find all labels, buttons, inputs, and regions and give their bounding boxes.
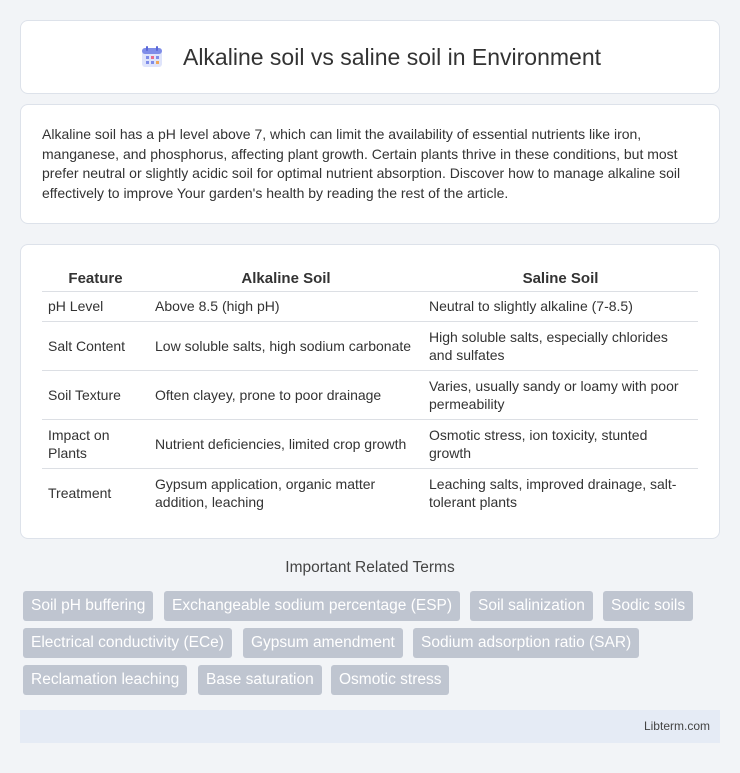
related-tag[interactable]: Reclamation leaching xyxy=(23,665,187,695)
intro-text: Alkaline soil has a pH level above 7, which can limit the availability of essential nutrients like iron, manganese, and phosphorus, affecting plant growth. Certain plants thrive in these conditions, but most prefer neutral or slightly acidic soil for optimal nutrient absorption. Discover how to manage alkaline soil effectively to improve Your garden's health by reading the rest of the article. xyxy=(42,126,681,201)
table-row xyxy=(42,291,698,321)
table-row xyxy=(42,468,698,517)
table-cell: High soluble salts, especially chlorides and sulfates xyxy=(423,321,698,370)
related-terms-title: Important Related Terms xyxy=(285,559,455,576)
table-cell: Above 8.5 (high pH) xyxy=(149,291,423,321)
related-tag[interactable]: Gypsum amendment xyxy=(243,628,403,658)
related-tag[interactable]: Exchangeable sodium percentage (ESP) xyxy=(164,591,460,621)
table-cell: Salt Content xyxy=(42,321,149,370)
table-row xyxy=(42,321,698,370)
related-tag[interactable]: Electrical conductivity (ECe) xyxy=(23,628,232,658)
table-cell: Soil Texture xyxy=(42,370,149,419)
table-cell: Often clayey, prone to poor drainage xyxy=(149,370,423,419)
related-tag[interactable]: Sodic soils xyxy=(603,591,693,621)
related-tag[interactable]: Osmotic stress xyxy=(331,665,449,695)
related-tag[interactable]: Sodium adsorption ratio (SAR) xyxy=(413,628,639,658)
header-saline: Saline Soil xyxy=(522,270,599,288)
header-alkaline: Alkaline Soil xyxy=(241,270,331,288)
header-card xyxy=(20,20,720,94)
related-tag[interactable]: Base saturation xyxy=(198,665,322,695)
table-cell: Nutrient deficiencies, limited crop growth xyxy=(149,419,423,468)
table-cell: Gypsum application, organic matter addition, leaching xyxy=(149,468,423,517)
calendar-grid-icon xyxy=(139,44,165,70)
table-cell: Osmotic stress, ion toxicity, stunted growth xyxy=(423,419,698,468)
table-row xyxy=(42,370,698,419)
footer-site-link[interactable]: Libterm.com xyxy=(643,719,710,733)
related-tag[interactable]: Soil salinization xyxy=(470,591,593,621)
header-feature: Feature xyxy=(68,270,123,288)
page-title: Alkaline soil vs saline soil in Environment xyxy=(182,43,602,70)
footer xyxy=(20,710,720,743)
table-cell: pH Level xyxy=(42,291,149,321)
table-cell: Varies, usually sandy or loamy with poor permeability xyxy=(423,370,698,419)
table-cell: Treatment xyxy=(42,468,149,517)
table-header-row xyxy=(42,265,698,291)
table-row xyxy=(42,419,698,468)
comparison-table xyxy=(42,265,698,517)
comparison-card xyxy=(20,244,720,539)
related-tag[interactable]: Soil pH buffering xyxy=(23,591,153,621)
table-cell: Leaching salts, improved drainage, salt-tolerant plants xyxy=(423,468,698,517)
intro-card xyxy=(20,104,720,224)
table-cell: Low soluble salts, high sodium carbonate xyxy=(149,321,423,370)
table-cell: Impact on Plants xyxy=(42,419,149,468)
table-cell: Neutral to slightly alkaline (7-8.5) xyxy=(423,291,698,321)
